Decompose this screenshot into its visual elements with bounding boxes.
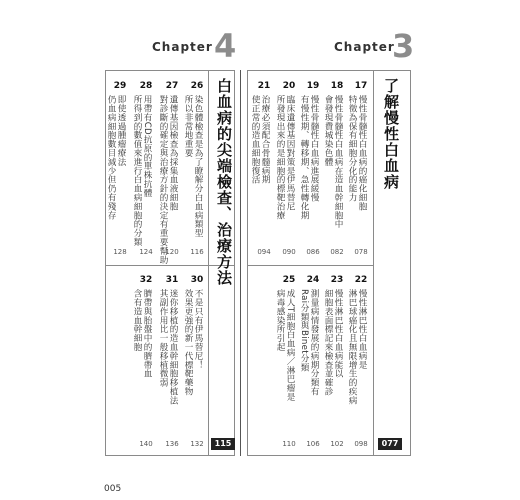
entry-page: 098 xyxy=(354,440,368,448)
chapter3-number: 3 xyxy=(392,27,415,65)
entry-number: 25 xyxy=(282,275,296,285)
entry-number: 20 xyxy=(282,81,296,91)
entry-number: 31 xyxy=(165,275,179,285)
entry-page: 086 xyxy=(306,248,320,256)
chapter4-title: 白血病的尖端檢查、治療方法 xyxy=(215,78,233,286)
entry-text: 用帶有CD抗原的單株抗體 所得到的數值來進行白血病細胞的分類 xyxy=(132,95,152,247)
chapter4-edge-rule xyxy=(240,70,241,456)
entry-page: 090 xyxy=(282,248,296,256)
entry-page: 078 xyxy=(354,248,368,256)
entry-number: 30 xyxy=(190,275,204,285)
chapter3-title-page: 077 xyxy=(378,438,402,450)
entry-text: 慢性骨髓性白血病的癌化細胞 特徵為保有細胞分化的能力 xyxy=(347,95,367,211)
entry-page: 082 xyxy=(330,248,344,256)
chapter3-title: 了解慢性白血病 xyxy=(382,78,400,190)
entry-number: 18 xyxy=(330,81,344,91)
entry-page: 128 xyxy=(113,248,127,256)
entry-text: 迷你移植的造血幹細胞移植法 其副作用比一般移植微弱 xyxy=(158,289,178,405)
entry-number: 28 xyxy=(139,81,153,91)
entry-page: 120 xyxy=(165,248,179,256)
entry-number: 26 xyxy=(190,81,204,91)
entry-page: 132 xyxy=(190,440,204,448)
chapter3-title-rule xyxy=(373,70,374,456)
entry-text: 臍帶與胎盤中的臍帶血 含有造血幹細胞 xyxy=(132,289,152,378)
chapter4-title-rule xyxy=(208,70,209,456)
chapter4-title-page: 115 xyxy=(211,438,235,450)
entry-text: 臨床遺傳基因對策是伊馬替尼 所發現出來的是細胞的標靶治療 xyxy=(275,95,295,220)
chapter3-divider xyxy=(247,265,373,266)
chapter4-number: 4 xyxy=(214,27,237,65)
entry-number: 32 xyxy=(139,275,153,285)
page-number: 005 xyxy=(104,484,122,494)
entry-text: 成人T細胞白血病／淋巴瘤是 病毒感染所引起 xyxy=(275,289,295,402)
entry-text: 測量病情發展的病期分類有 Rai分類與Binet分類 xyxy=(299,289,319,396)
entry-number: 24 xyxy=(306,275,320,285)
entry-page: 124 xyxy=(139,248,153,256)
entry-page: 136 xyxy=(165,440,179,448)
entry-text: 即使透過腫瘤療法 仍血病細胞數目減少但仍有殘存 xyxy=(106,95,126,220)
entry-number: 19 xyxy=(306,81,320,91)
entry-text: 染色體檢查是為了瞭解分白血病類型 所以非常地重要 xyxy=(183,95,203,238)
entry-text: 慢性骨髓性白血病在造血幹細胞中 會發現費城染色體 xyxy=(323,95,343,229)
entry-number: 23 xyxy=(330,275,344,285)
chapter4-label: Chapter xyxy=(152,40,213,54)
entry-number: 17 xyxy=(354,81,368,91)
entry-text: 遺傳基因檢查為採集血液細胞 對診斷的確定與治療方針的決定有重要幫助 xyxy=(158,95,178,265)
entry-text: 治療必須配合骨髓病期 使正常的造血細胞復活 xyxy=(250,95,270,184)
entry-text: 不是只有伊馬替尼！ 效果更強的新一代標靶藥物 xyxy=(183,289,203,396)
entry-page: 116 xyxy=(190,248,204,256)
entry-page: 094 xyxy=(257,248,271,256)
entry-number: 21 xyxy=(257,81,271,91)
entry-text: 慢性淋巴性白血病是 淋巴球癌化且無限增生的疾病 xyxy=(347,289,367,405)
entry-page: 110 xyxy=(282,440,296,448)
entry-number: 22 xyxy=(354,275,368,285)
chapter3-label: Chapter xyxy=(334,40,395,54)
entry-number: 29 xyxy=(113,81,127,91)
entry-page: 106 xyxy=(306,440,320,448)
entry-number: 27 xyxy=(165,81,179,91)
entry-page: 102 xyxy=(330,440,344,448)
entry-page: 140 xyxy=(139,440,153,448)
entry-text: 慢性骨髓性白血病進展緩慢 有慢性期、轉移期、急性轉化期 xyxy=(299,95,319,220)
entry-text: 慢性淋巴性白血病能以 細胞表面標記來檢查並確診 xyxy=(323,289,343,396)
